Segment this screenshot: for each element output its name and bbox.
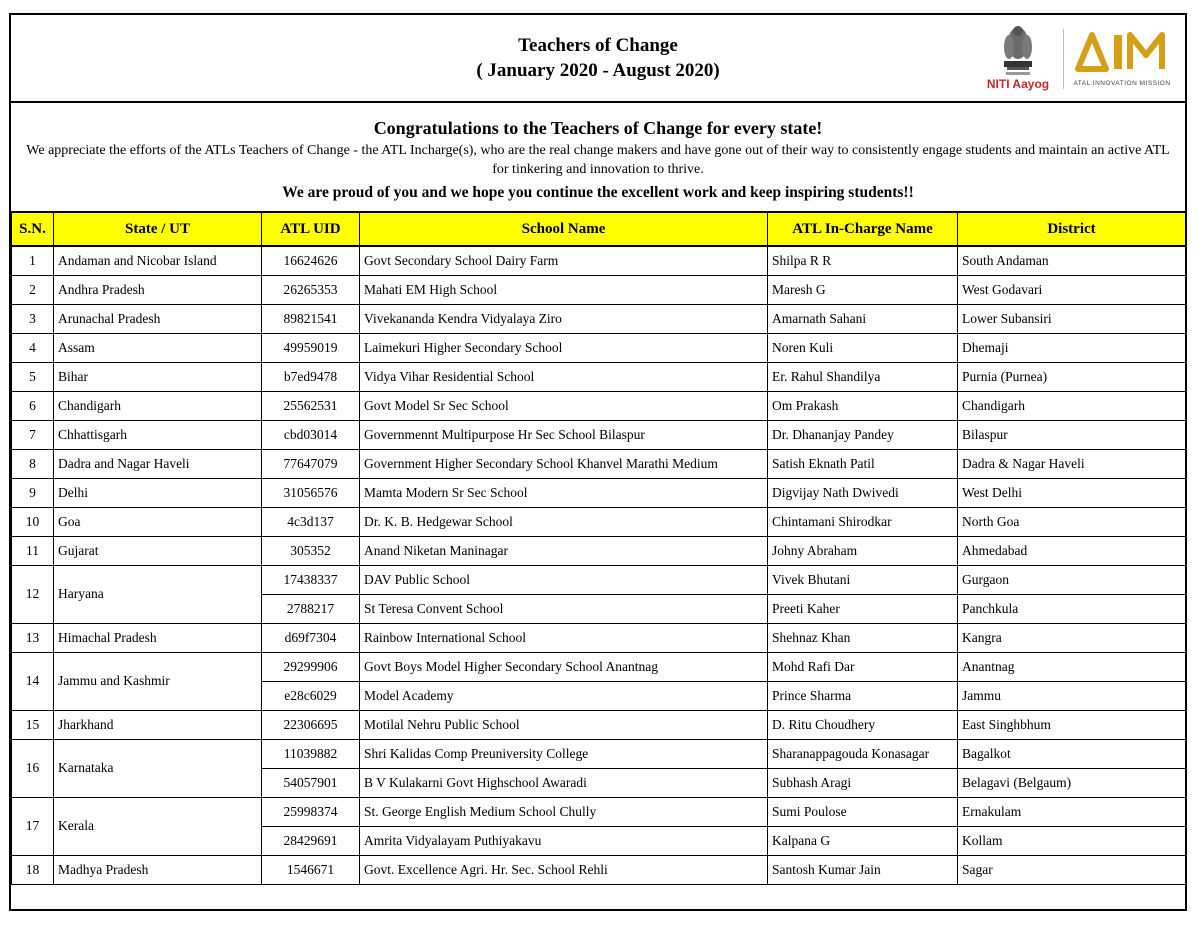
cell-school: Govt Secondary School Dairy Farm — [360, 246, 768, 275]
cell-uid: 11039882 — [262, 739, 360, 768]
cell-incharge: D. Ritu Choudhery — [768, 710, 958, 739]
aim-caption: ATAL INNOVATION MISSION — [1073, 80, 1171, 87]
cell-sn: 11 — [12, 536, 54, 565]
cell-district: Kangra — [958, 623, 1186, 652]
cell-state: Delhi — [54, 478, 262, 507]
cell-incharge: Chintamani Shirodkar — [768, 507, 958, 536]
teachers-table — [11, 211, 1186, 885]
column-header-state: State / UT — [54, 212, 262, 246]
cell-school: DAV Public School — [360, 565, 768, 594]
cell-uid: 89821541 — [262, 304, 360, 333]
cell-school: Vidya Vihar Residential School — [360, 362, 768, 391]
cell-state: Gujarat — [54, 536, 262, 565]
cell-uid: 77647079 — [262, 449, 360, 478]
cell-sn: 13 — [12, 623, 54, 652]
cell-uid: 31056576 — [262, 478, 360, 507]
cell-sn: 5 — [12, 362, 54, 391]
table-row — [12, 710, 1186, 739]
cell-incharge: Prince Sharma — [768, 681, 958, 710]
cell-district: Panchkula — [958, 594, 1186, 623]
cell-incharge: Mohd Rafi Dar — [768, 652, 958, 681]
niti-aayog-logo — [977, 23, 1059, 97]
table-row — [12, 275, 1186, 304]
cell-school: Shri Kalidas Comp Preuniversity College — [360, 739, 768, 768]
cell-district: West Godavari — [958, 275, 1186, 304]
cell-school: B V Kulakarni Govt Highschool Awaradi — [360, 768, 768, 797]
page-title: Teachers of Change — [518, 35, 678, 56]
cell-school: Government Higher Secondary School Khanvel Marathi Medium — [360, 449, 768, 478]
cell-uid: 16624626 — [262, 246, 360, 275]
cell-sn: 7 — [12, 420, 54, 449]
cell-incharge: Shilpa R R — [768, 246, 958, 275]
intro-closing: We are proud of you and we hope you continue the excellent work and keep inspiring students!! — [282, 184, 914, 201]
table-row — [12, 304, 1186, 333]
cell-uid: 26265353 — [262, 275, 360, 304]
cell-state: Karnataka — [54, 739, 262, 797]
cell-incharge: Santosh Kumar Jain — [768, 855, 958, 884]
cell-incharge: Dr. Dhananjay Pandey — [768, 420, 958, 449]
cell-sn: 15 — [12, 710, 54, 739]
table-row — [12, 391, 1186, 420]
cell-sn: 9 — [12, 478, 54, 507]
page-subtitle: ( January 2020 - August 2020) — [476, 60, 720, 81]
cell-district: Belagavi (Belgaum) — [958, 768, 1186, 797]
cell-district: North Goa — [958, 507, 1186, 536]
cell-school: Vivekananda Kendra Vidyalaya Ziro — [360, 304, 768, 333]
cell-incharge: Satish Eknath Patil — [768, 449, 958, 478]
cell-uid: 1546671 — [262, 855, 360, 884]
column-header-incharge: ATL In-Charge Name — [768, 212, 958, 246]
cell-school: Model Academy — [360, 681, 768, 710]
cell-uid: d69f7304 — [262, 623, 360, 652]
cell-school: Dr. K. B. Hedgewar School — [360, 507, 768, 536]
cell-state: Goa — [54, 507, 262, 536]
cell-incharge: Digvijay Nath Dwivedi — [768, 478, 958, 507]
cell-district: Ahmedabad — [958, 536, 1186, 565]
cell-sn: 4 — [12, 333, 54, 362]
cell-sn: 10 — [12, 507, 54, 536]
cell-state: Jammu and Kashmir — [54, 652, 262, 710]
cell-uid: e28c6029 — [262, 681, 360, 710]
cell-uid: 25562531 — [262, 391, 360, 420]
table-row — [12, 449, 1186, 478]
cell-incharge: Maresh G — [768, 275, 958, 304]
cell-district: Lower Subansiri — [958, 304, 1186, 333]
cell-sn: 18 — [12, 855, 54, 884]
document-frame — [9, 13, 1187, 911]
table-row — [12, 536, 1186, 565]
cell-district: Ernakulam — [958, 797, 1186, 826]
cell-school: Amrita Vidyalayam Puthiyakavu — [360, 826, 768, 855]
cell-sn: 1 — [12, 246, 54, 275]
table-row — [12, 246, 1186, 275]
cell-district: East Singhbhum — [958, 710, 1186, 739]
column-header-uid: ATL UID — [262, 212, 360, 246]
table-row — [12, 652, 1186, 681]
table-row — [12, 507, 1186, 536]
cell-school: Motilal Nehru Public School — [360, 710, 768, 739]
aim-logo — [1067, 29, 1177, 97]
cell-sn: 8 — [12, 449, 54, 478]
aim-mark-icon — [1072, 29, 1172, 73]
cell-district: Dadra & Nagar Haveli — [958, 449, 1186, 478]
cell-sn: 14 — [12, 652, 54, 710]
cell-uid: 4c3d137 — [262, 507, 360, 536]
cell-school: St. George English Medium School Chully — [360, 797, 768, 826]
table-row — [12, 623, 1186, 652]
intro-body: We appreciate the efforts of the ATLs Teachers of Change - the ATL Incharge(s), who are the real change makers and have gone out of their way to consistently engage students and maintain an active ATL for tinkering and innovation to thrive. — [26, 143, 1170, 177]
cell-sn: 2 — [12, 275, 54, 304]
cell-incharge: Subhash Aragi — [768, 768, 958, 797]
cell-state: Arunachal Pradesh — [54, 304, 262, 333]
intro-heading: Congratulations to the Teachers of Change for every state! — [373, 118, 823, 138]
table-row — [12, 478, 1186, 507]
cell-state: Chandigarh — [54, 391, 262, 420]
cell-district: Bilaspur — [958, 420, 1186, 449]
column-header-district: District — [958, 212, 1186, 246]
cell-school: Anand Niketan Maninagar — [360, 536, 768, 565]
cell-school: Govt Model Sr Sec School — [360, 391, 768, 420]
cell-uid: 2788217 — [262, 594, 360, 623]
cell-sn: 16 — [12, 739, 54, 797]
cell-school: St Teresa Convent School — [360, 594, 768, 623]
table-body — [12, 246, 1186, 884]
cell-state: Assam — [54, 333, 262, 362]
cell-school: Govt. Excellence Agri. Hr. Sec. School Rehli — [360, 855, 768, 884]
cell-state: Andhra Pradesh — [54, 275, 262, 304]
cell-school: Governmennt Multipurpose Hr Sec School Bilaspur — [360, 420, 768, 449]
cell-incharge: Amarnath Sahani — [768, 304, 958, 333]
cell-uid: b7ed9478 — [262, 362, 360, 391]
cell-incharge: Kalpana G — [768, 826, 958, 855]
cell-district: Gurgaon — [958, 565, 1186, 594]
cell-incharge: Om Prakash — [768, 391, 958, 420]
cell-sn: 3 — [12, 304, 54, 333]
cell-district: Kollam — [958, 826, 1186, 855]
cell-state: Jharkhand — [54, 710, 262, 739]
cell-uid: 25998374 — [262, 797, 360, 826]
cell-uid: 29299906 — [262, 652, 360, 681]
cell-uid: 305352 — [262, 536, 360, 565]
table-header-row — [12, 212, 1186, 246]
cell-incharge: Noren Kuli — [768, 333, 958, 362]
cell-incharge: Sharanappagouda Konasagar — [768, 739, 958, 768]
cell-district: Purnia (Purnea) — [958, 362, 1186, 391]
cell-uid: 49959019 — [262, 333, 360, 362]
cell-district: Sagar — [958, 855, 1186, 884]
table-row — [12, 333, 1186, 362]
cell-district: South Andaman — [958, 246, 1186, 275]
column-header-sn: S.N. — [12, 212, 54, 246]
document-header — [11, 15, 1185, 103]
cell-sn: 17 — [12, 797, 54, 855]
cell-sn: 6 — [12, 391, 54, 420]
cell-uid: 22306695 — [262, 710, 360, 739]
cell-uid: cbd03014 — [262, 420, 360, 449]
cell-district: West Delhi — [958, 478, 1186, 507]
logo-divider — [1063, 29, 1064, 89]
cell-state: Dadra and Nagar Haveli — [54, 449, 262, 478]
niti-aayog-label: NITI Aayog — [986, 77, 1050, 91]
cell-district: Chandigarh — [958, 391, 1186, 420]
cell-uid: 28429691 — [262, 826, 360, 855]
cell-state: Bihar — [54, 362, 262, 391]
cell-school: Mamta Modern Sr Sec School — [360, 478, 768, 507]
cell-incharge: Sumi Poulose — [768, 797, 958, 826]
cell-district: Jammu — [958, 681, 1186, 710]
cell-state: Himachal Pradesh — [54, 623, 262, 652]
cell-incharge: Shehnaz Khan — [768, 623, 958, 652]
cell-district: Bagalkot — [958, 739, 1186, 768]
cell-state: Kerala — [54, 797, 262, 855]
table-row — [12, 420, 1186, 449]
table-row — [12, 739, 1186, 768]
cell-district: Dhemaji — [958, 333, 1186, 362]
cell-state: Chhattisgarh — [54, 420, 262, 449]
table-row — [12, 362, 1186, 391]
cell-incharge: Preeti Kaher — [768, 594, 958, 623]
table-row — [12, 565, 1186, 594]
column-header-school: School Name — [360, 212, 768, 246]
cell-school: Govt Boys Model Higher Secondary School Anantnag — [360, 652, 768, 681]
cell-state: Madhya Pradesh — [54, 855, 262, 884]
cell-school: Rainbow International School — [360, 623, 768, 652]
cell-incharge: Vivek Bhutani — [768, 565, 958, 594]
cell-state: Andaman and Nicobar Island — [54, 246, 262, 275]
cell-uid: 54057901 — [262, 768, 360, 797]
cell-district: Anantnag — [958, 652, 1186, 681]
cell-incharge: Er. Rahul Shandilya — [768, 362, 958, 391]
table-row — [12, 855, 1186, 884]
table-row — [12, 797, 1186, 826]
cell-sn: 12 — [12, 565, 54, 623]
cell-school: Laimekuri Higher Secondary School — [360, 333, 768, 362]
cell-uid: 17438337 — [262, 565, 360, 594]
intro-section — [11, 103, 1185, 211]
logos — [977, 23, 1177, 97]
national-emblem-icon — [998, 23, 1038, 77]
cell-state: Haryana — [54, 565, 262, 623]
cell-incharge: Johny Abraham — [768, 536, 958, 565]
cell-school: Mahati EM High School — [360, 275, 768, 304]
